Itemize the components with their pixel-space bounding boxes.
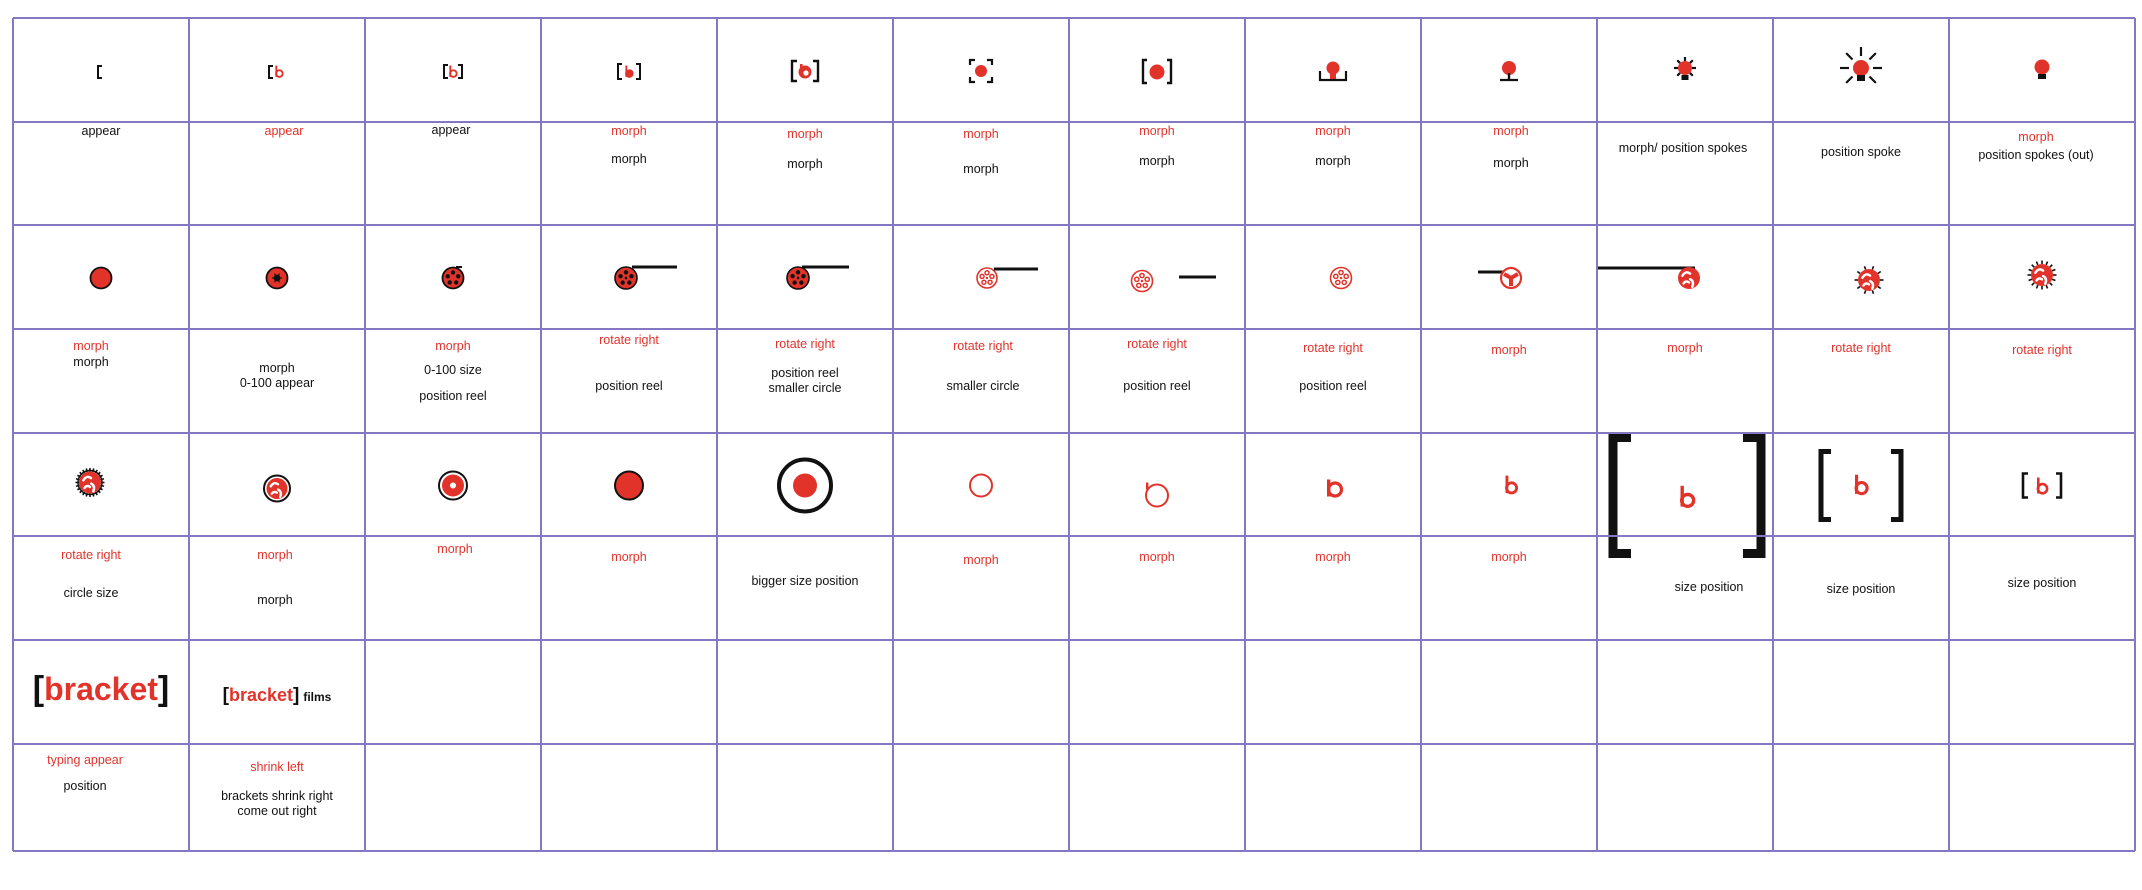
- action-label: morph: [1491, 550, 1527, 564]
- frame-label-cell: [1421, 329, 1597, 433]
- frame-label-cell: [1069, 122, 1245, 225]
- gear-reel-icon: [13, 433, 189, 536]
- frame-label-cell: [717, 744, 893, 851]
- light-bulb-icon: [1773, 18, 1949, 122]
- reel-globe-icon: [1597, 225, 1773, 329]
- note-label: position reel: [595, 379, 663, 393]
- frame-label-cell: [1949, 122, 2135, 225]
- logo-part: ]: [293, 685, 300, 706]
- frame-label-cell: [13, 122, 189, 225]
- frame-icon-cell: [13, 225, 189, 329]
- note-label: size position: [2007, 576, 2077, 590]
- action-label: morph: [1667, 341, 1703, 355]
- frame-icon-cell: [189, 18, 365, 122]
- action-label: typing appear: [47, 753, 123, 767]
- note-label: position reel smaller circle: [768, 366, 842, 395]
- frame-icon-cell: [189, 433, 365, 536]
- frame-icon-cell: [1245, 433, 1421, 536]
- frame-label-cell: [1597, 329, 1773, 433]
- small-bracket-b-icon: [1949, 433, 2135, 536]
- action-label: morph: [1315, 124, 1351, 138]
- note-label: appear: [81, 124, 121, 138]
- action-label: morph: [963, 553, 999, 567]
- reel-outline-tape-icon: [893, 225, 1069, 329]
- action-label: morph: [1493, 124, 1529, 138]
- frame-icon-cell: [1773, 18, 1949, 122]
- frame-icon-cell: [1069, 18, 1245, 122]
- frame-icon-cell: [1421, 18, 1597, 122]
- action-label: morph: [611, 550, 647, 564]
- frame-label-cell: [1421, 536, 1597, 640]
- note-label: position spoke: [1821, 145, 1901, 159]
- frame-label-cell: [1949, 744, 2135, 851]
- wordmark-part: [: [32, 670, 45, 708]
- frame-icon-cell: [1421, 433, 1597, 536]
- frame-icon-cell: [541, 433, 717, 536]
- frame-icon-cell: [1597, 225, 1773, 329]
- action-label: morph: [787, 127, 823, 141]
- open-circle-tail-icon: [1069, 433, 1245, 536]
- frame-label-cell: [1949, 329, 2135, 433]
- record-button-icon: [717, 433, 893, 536]
- frame-icon-cell: [1949, 640, 2135, 744]
- action-label: shrink left: [250, 760, 304, 774]
- dot-ring-icon: [365, 433, 541, 536]
- reel-tape-icon: [717, 225, 893, 329]
- frame-label-cell: [1773, 536, 1949, 640]
- film-reel-icon: [365, 225, 541, 329]
- frame-label-cell: [189, 536, 365, 640]
- frame-label-cell: [717, 122, 893, 225]
- note-label: circle size: [63, 586, 119, 600]
- frame-label-cell: [541, 744, 717, 851]
- action-label: morph: [611, 124, 647, 138]
- frame-label-cell: [13, 329, 189, 433]
- frame-label-cell: [717, 329, 893, 433]
- note-label: morph: [611, 152, 647, 166]
- frame-label-cell: [893, 536, 1069, 640]
- frame-label-cell: [893, 122, 1069, 225]
- logo-part: [: [222, 685, 229, 706]
- action-label: morph: [2018, 130, 2054, 144]
- frame-icon-cell: [1773, 640, 1949, 744]
- reel-gear-icon: [1773, 225, 1949, 329]
- frame-icon-cell: [893, 18, 1069, 122]
- frame-icon-cell: [1773, 433, 1949, 536]
- frame-icon-cell: [1069, 225, 1245, 329]
- b-letter-icon: [1245, 433, 1421, 536]
- note-label: morph: [73, 355, 109, 369]
- frame-icon-cell: [13, 18, 189, 122]
- logo-part: bracket: [228, 685, 294, 705]
- frame-label-cell: [1245, 536, 1421, 640]
- frame-icon-cell: [893, 225, 1069, 329]
- bracket-dot-icon: [1069, 18, 1245, 122]
- frame-label-cell: [1245, 744, 1421, 851]
- reel-ringed-icon: [189, 433, 365, 536]
- storyboard-grid: [13, 18, 2135, 851]
- frame-icon-cell: [1949, 433, 2135, 536]
- frame-label-cell: [365, 536, 541, 640]
- frame-icon-cell: [1597, 18, 1773, 122]
- note-label: morph: [787, 157, 823, 171]
- frame-icon-cell: [1421, 225, 1597, 329]
- action-label: rotate right: [599, 333, 659, 347]
- lamp-base-icon: [1245, 18, 1421, 122]
- reel-outline-tape-icon: [1069, 225, 1245, 329]
- note-label: position reel: [1299, 379, 1367, 393]
- wordmark-part: ]: [157, 670, 170, 708]
- frame-label-cell: [13, 744, 189, 851]
- note-label: morph/ position spokes: [1618, 141, 1748, 155]
- note-label: position reel: [1123, 379, 1191, 393]
- frame-label-cell: [13, 536, 189, 640]
- bracket-b-letter-icon: [189, 18, 365, 122]
- frame-label-cell: [893, 744, 1069, 851]
- frame-icon-cell: [1245, 18, 1421, 122]
- frame-label-cell: [189, 329, 365, 433]
- frame-label-cell: [1773, 122, 1949, 225]
- action-label: morph: [1315, 550, 1351, 564]
- frame-label-cell: [365, 122, 541, 225]
- medium-bracket-b-icon: [1773, 433, 1949, 536]
- pin-icon: [1421, 18, 1597, 122]
- left-bracket-icon: [13, 18, 189, 122]
- frame-label-cell: [1069, 536, 1245, 640]
- frame-icon-cell: [1597, 433, 1773, 536]
- reel-spin-icon: [1421, 225, 1597, 329]
- action-label: rotate right: [1303, 341, 1363, 355]
- frame-icon-cell: [1245, 640, 1421, 744]
- open-circle-icon: [893, 433, 1069, 536]
- frame-label-cell: [1069, 744, 1245, 851]
- note-label: smaller circle: [946, 379, 1020, 393]
- note-label: morph 0-100 appear: [239, 361, 315, 390]
- action-label: morph: [1139, 550, 1175, 564]
- frame-label-cell: [541, 122, 717, 225]
- frame-icon-cell: [717, 640, 893, 744]
- frame-icon-cell: [13, 640, 189, 744]
- frame-icon-cell: [1421, 640, 1597, 744]
- frame-label-cell: [365, 329, 541, 433]
- frame-label-cell: [1773, 329, 1949, 433]
- frame-label-cell: [893, 329, 1069, 433]
- bracket-b-ring-icon: [717, 18, 893, 122]
- bracket-films-logo: [189, 685, 365, 707]
- note-label: brackets shrink right come out right: [221, 789, 333, 818]
- frame-icon-cell: [541, 18, 717, 122]
- action-label: morph: [73, 339, 109, 353]
- frame-icon-cell: [717, 18, 893, 122]
- action-label: morph: [437, 542, 473, 556]
- frame-label-cell: [1069, 329, 1245, 433]
- frame-icon-cell: [365, 640, 541, 744]
- note-label: morph: [257, 593, 293, 607]
- note-label: 0-100 size: [424, 363, 482, 377]
- frame-icon-cell: [13, 433, 189, 536]
- frame-icon-cell: [541, 640, 717, 744]
- frame-label-cell: [541, 329, 717, 433]
- corner-brackets-dot-icon: [893, 18, 1069, 122]
- b-letter-icon: [1421, 433, 1597, 536]
- wordmark-part: bracket: [44, 671, 158, 707]
- note-label: morph: [1315, 154, 1351, 168]
- note-label: position spokes (out): [1978, 148, 2094, 162]
- action-label: rotate right: [775, 337, 835, 351]
- frame-label-cell: [1245, 122, 1421, 225]
- frame-icon-cell: [189, 225, 365, 329]
- frame-label-cell: [1597, 536, 1773, 640]
- note-label: bigger size position: [751, 574, 859, 588]
- circle-hub-icon: [189, 225, 365, 329]
- frame-icon-cell: [893, 640, 1069, 744]
- bracket-b-filled-icon: [541, 18, 717, 122]
- frame-icon-cell: [365, 433, 541, 536]
- note-label: morph: [963, 162, 999, 176]
- action-label: rotate right: [2012, 343, 2072, 357]
- record-dot-icon: [541, 433, 717, 536]
- action-label: rotate right: [1127, 337, 1187, 351]
- action-label: rotate right: [61, 548, 121, 562]
- frame-icon-cell: [1069, 433, 1245, 536]
- action-label: rotate right: [1831, 341, 1891, 355]
- reel-tape-icon: [541, 225, 717, 329]
- frame-icon-cell: [893, 433, 1069, 536]
- frame-icon-cell: [365, 18, 541, 122]
- action-label: morph: [1139, 124, 1175, 138]
- gear-bulb-icon: [1597, 18, 1773, 122]
- frame-label-cell: [1597, 744, 1773, 851]
- frame-label-cell: [189, 122, 365, 225]
- frame-label-cell: [717, 536, 893, 640]
- frame-label-cell: [541, 536, 717, 640]
- action-label: rotate right: [953, 339, 1013, 353]
- note-label: position reel: [419, 389, 487, 403]
- frame-label-cell: [1773, 744, 1949, 851]
- bulb-icon: [1949, 18, 2135, 122]
- reel-gear-icon: [1949, 225, 2135, 329]
- action-label: morph: [963, 127, 999, 141]
- frame-icon-cell: [365, 225, 541, 329]
- note-label: position: [63, 779, 107, 793]
- red-circle-icon: [13, 225, 189, 329]
- action-label: morph: [257, 548, 293, 562]
- frame-icon-cell: [1949, 225, 2135, 329]
- action-label: appear: [264, 124, 304, 138]
- bracket-b-closed-icon: [365, 18, 541, 122]
- frame-icon-cell: [717, 433, 893, 536]
- note-label: size position: [1674, 580, 1744, 594]
- bracket-wordmark: [13, 670, 189, 709]
- note-label: appear: [431, 123, 471, 137]
- note-label: morph: [1493, 156, 1529, 170]
- reel-outline-icon: [1245, 225, 1421, 329]
- frame-label-cell: [1421, 122, 1597, 225]
- frame-icon-cell: [189, 640, 365, 744]
- frame-label-cell: [189, 744, 365, 851]
- frame-icon-cell: [1245, 225, 1421, 329]
- frame-label-cell: [365, 744, 541, 851]
- frame-label-cell: [1949, 536, 2135, 640]
- note-label: morph: [1139, 154, 1175, 168]
- frame-label-cell: [1421, 744, 1597, 851]
- frame-label-cell: [1597, 122, 1773, 225]
- note-label: size position: [1826, 582, 1896, 596]
- action-label: morph: [435, 339, 471, 353]
- action-label: morph: [1491, 343, 1527, 357]
- frame-icon-cell: [1773, 225, 1949, 329]
- frame-icon-cell: [717, 225, 893, 329]
- frame-label-cell: [1245, 329, 1421, 433]
- frame-icon-cell: [1949, 18, 2135, 122]
- frame-icon-cell: [1069, 640, 1245, 744]
- logo-part: films: [303, 690, 332, 704]
- frame-icon-cell: [541, 225, 717, 329]
- frame-icon-cell: [1597, 640, 1773, 744]
